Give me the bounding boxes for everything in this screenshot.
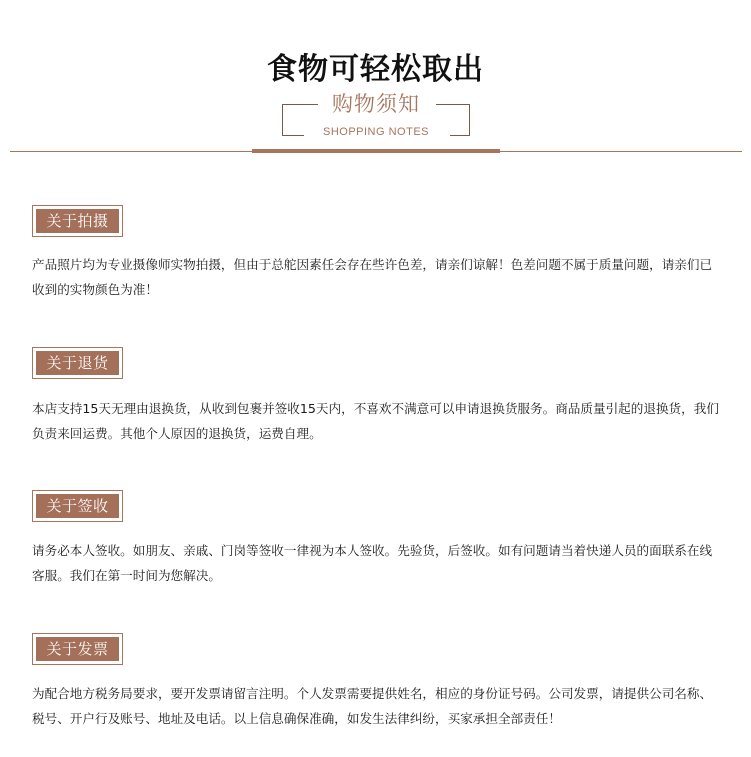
shopping-notes-heading xyxy=(282,86,470,138)
section-text-photography: 产品照片均为专业摄像师实物拍摄，但由于总舵因素任会存在些许色差，请亲们谅解！色差问题不属于质量问题，请亲们已收到的实物颜色为准！ xyxy=(32,257,713,297)
section-text-returns: 本店支持15天无理由退换货，从收到包裹并签收15天内，不喜欢不满意可以申请退换货服务。商品质量引起的退换货，我们负责来回运费。其他个人原因的退换货，运费自理。 xyxy=(32,401,719,441)
section-text-invoice: 为配合地方税务局要求，要开发票请留言注明。个人发票需要提供姓名，相应的身份证号码。公司发票，请提供公司名称、税号、开户行及账号、地址及电话。以上信息确保准确，如发生法律纠纷，买家承担全部责任！ xyxy=(32,686,713,726)
section-text-delivery: 请务必本人签收。如朋友、亲戚、门岗等签收一律视为本人签收。先验货，后签收。如有问题请当着快递人员的面联系在线客服。我们在第一时间为您解决。 xyxy=(32,543,713,583)
section-label-delivery xyxy=(32,490,123,522)
notes-title-zh: 购物须知 xyxy=(332,92,420,116)
section-label-invoice xyxy=(32,633,123,665)
section-label-text: 关于签收 xyxy=(36,494,119,518)
section-label-photography xyxy=(32,205,123,237)
section-label-text: 关于退货 xyxy=(36,351,119,375)
page-title: 食物可轻松取出 xyxy=(267,52,484,87)
section-label-text: 关于拍摄 xyxy=(36,209,119,233)
notes-title-en: SHOPPING NOTES xyxy=(322,126,430,138)
section-label-text: 关于发票 xyxy=(36,637,119,661)
header-divider-accent xyxy=(252,149,500,153)
section-label-returns xyxy=(32,347,123,379)
